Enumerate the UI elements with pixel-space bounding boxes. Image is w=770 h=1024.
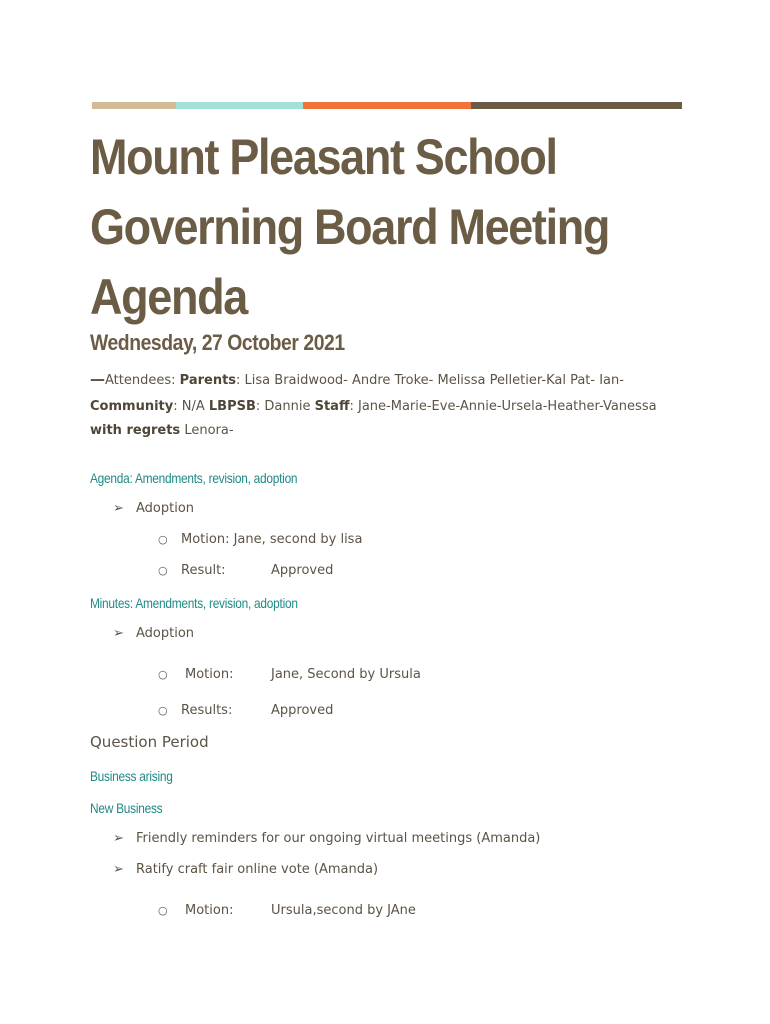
page-title [90,122,666,332]
arrow-bullet-icon: ➢ [113,831,124,846]
title-line-2: Governing Board Meeting [90,199,610,255]
new-business-bullet-2-text: Ratify craft fair online vote (Amanda) [136,862,379,877]
lbpsb-label: LBPSB [208,399,256,414]
arrow-bullet-icon: ➢ [113,626,124,641]
new-business-motion-label: Motion: [185,903,234,918]
minutes-motion-label: Motion: [185,667,234,682]
regrets-line [90,423,234,438]
staff-label: Staff [314,399,350,414]
minutes-results-item [158,703,334,718]
minutes-adoption-label: Adoption [136,626,195,641]
regrets-label: with regrets [90,423,181,438]
arrow-bullet-icon: ➢ [113,862,124,877]
new-business-motion-value: Ursula,second by JAne [271,903,416,918]
arrow-bullet-icon: ➢ [113,501,124,516]
color-bar-segment-orange [303,102,471,109]
circle-bullet-icon: ○ [158,904,168,917]
minutes-heading: Minutes: Amendments, revision, adoption [90,595,298,611]
question-period-heading: Question Period [90,733,209,751]
agenda-result-value: Approved [271,563,334,578]
circle-bullet-icon: ○ [158,704,168,717]
minutes-motion-item [158,667,421,682]
lbpsb-value: : Dannie [255,399,315,414]
agenda-result-label: Result: [181,563,226,578]
meeting-date: Wednesday, 27 October 2021 [90,330,345,355]
attendees-line [90,370,624,388]
community-line [90,399,657,414]
circle-bullet-icon: ○ [158,564,168,577]
minutes-results-value: Approved [271,703,334,718]
new-business-bullet-1-text: Friendly reminders for our ongoing virtual meetings (Amanda) [136,831,541,846]
community-value: : N/A [173,399,209,414]
agenda-heading: Agenda: Amendments, revision, adoption [90,470,298,486]
parents-label: Parents [179,373,237,388]
color-bar-segment-tan [92,102,176,109]
circle-bullet-icon: ○ [158,668,168,681]
new-business-bullet-2 [113,862,378,877]
attendees-dash: — [90,370,105,388]
minutes-motion-value: Jane, Second by Ursula [271,667,421,682]
minutes-results-label: Results: [181,703,233,718]
attendees-prefix: Attendees: [105,373,180,388]
title-line-3: Agenda [90,269,247,325]
color-bar-segment-brown [471,102,682,109]
agenda-motion-item [158,532,362,547]
business-arising-heading: Business arising [90,768,173,784]
agenda-result-item [158,563,334,578]
new-business-bullet-1 [113,831,540,846]
circle-bullet-icon: ○ [158,533,168,546]
parents-value: : Lisa Braidwood- Andre Troke- Melissa Pelletier-Kal Pat- Ian- [236,373,624,388]
regrets-value: Lenora- [180,423,234,438]
new-business-heading: New Business [90,800,163,816]
agenda-motion-text: Motion: Jane, second by lisa [181,532,363,547]
color-bar-segment-teal [176,102,303,109]
agenda-adoption-label: Adoption [136,501,195,516]
new-business-motion-item [158,903,416,918]
minutes-bullet-adoption [113,626,194,641]
color-bar [92,102,682,109]
title-line-1: Mount Pleasant School [90,129,557,185]
community-label: Community [90,399,174,414]
staff-value: : Jane-Marie-Eve-Annie-Ursela-Heather-Vanessa [349,399,657,414]
agenda-bullet-adoption [113,501,194,516]
